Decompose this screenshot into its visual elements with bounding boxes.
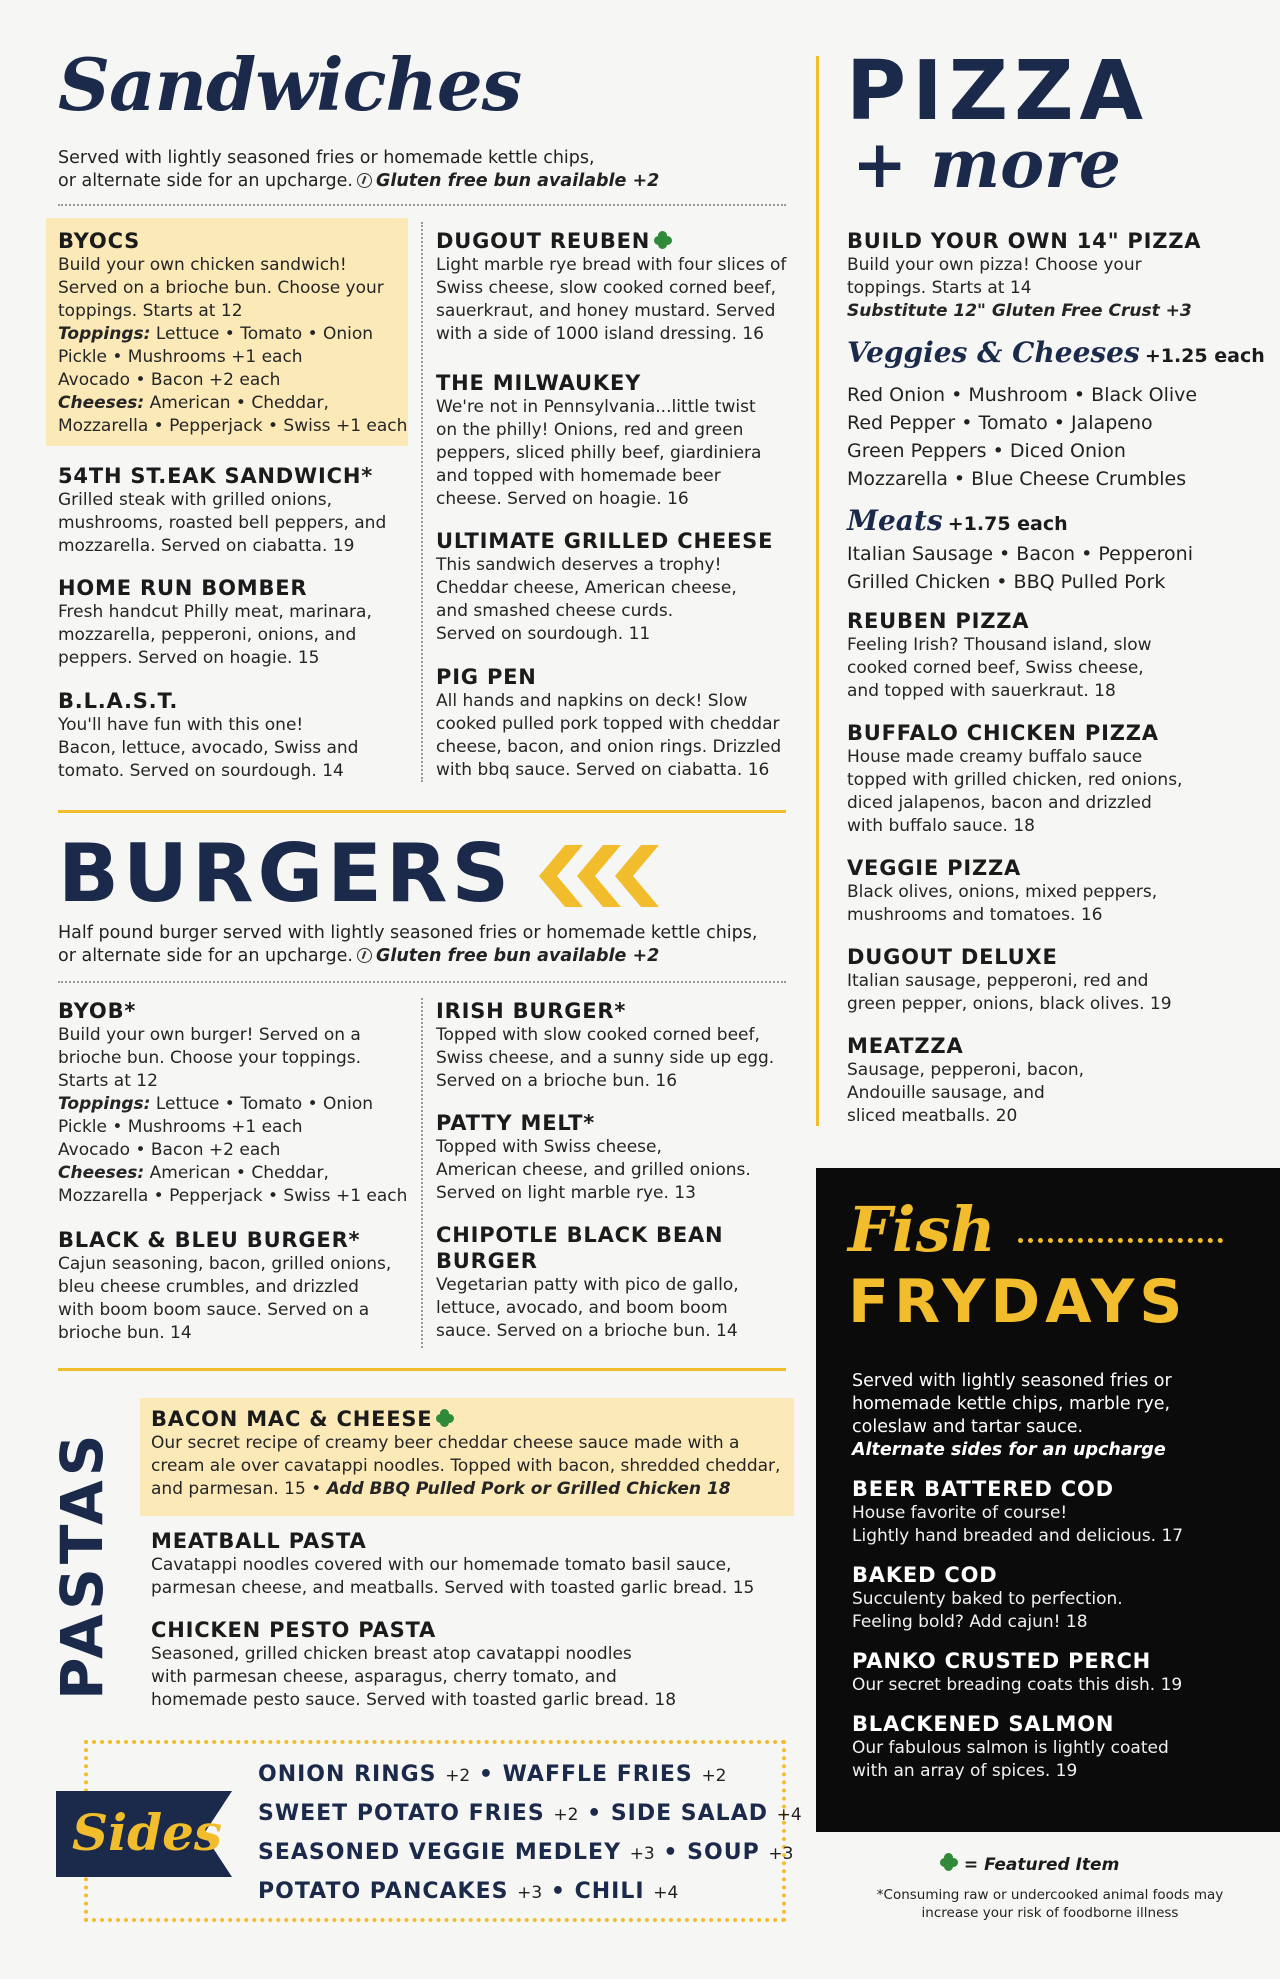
byo-pizza-gf-text: Substitute 12" Gluten Free Crust +3 xyxy=(847,301,1192,321)
chipotle-burger-line-3: sauce. Served on a brioche bun. 14 xyxy=(436,1321,738,1341)
black-bleu-line-3: with boom boom sauce. Served on a xyxy=(58,1300,370,1320)
fish-items xyxy=(852,1476,1262,1783)
byo-pizza-name: BUILD YOUR OWN 14" PIZZA xyxy=(847,229,1202,253)
salmon-name: BLACKENED SALMON xyxy=(852,1712,1115,1736)
meats-line-1: Italian Sausage • Bacon • Pepperoni xyxy=(847,543,1193,565)
fish-intro-line-2: homemade kettle chips, marble rye, xyxy=(852,1394,1171,1414)
chipotle-burger-name-2: BURGER xyxy=(436,1249,538,1273)
grilled-cheese-line-3: and smashed cheese curds. xyxy=(436,601,674,621)
side-side-salad-price: +4 xyxy=(776,1805,802,1825)
byob-line-1: Build your own burger! Served on a xyxy=(58,1025,361,1045)
side-waffle-fries-price: +2 xyxy=(701,1766,727,1786)
bacon-mac-item xyxy=(151,1406,791,1501)
byo-pizza-line-2: toppings. Starts at 14 xyxy=(847,278,1032,298)
byob-cheeses-1-text: American • Cheddar, xyxy=(149,1163,329,1183)
sandwiches-intro-line2-text: or alternate side for an upcharge. xyxy=(58,171,353,191)
meatball-pasta-name: MEATBALL PASTA xyxy=(151,1529,367,1553)
bacon-mac-addon: Add BBQ Pulled Pork or Grilled Chicken 18 xyxy=(326,1479,731,1499)
sides-row-4: POTATO PANCAKES +3 • CHILI +4 xyxy=(258,1879,679,1904)
featured-clover-icon xyxy=(436,1410,454,1428)
irish-burger-line-2: Swiss cheese, and a sunny side up egg. xyxy=(436,1048,775,1068)
reuben-pizza-name: REUBEN PIZZA xyxy=(847,609,1030,633)
burgers-intro-line1: Half pound burger served with lightly seasoned fries or homemade kettle chips, xyxy=(58,923,758,943)
buffalo-pizza-line-1: House made creamy buffalo sauce xyxy=(847,747,1143,767)
irish-burger-item xyxy=(436,998,796,1093)
side-veggie-medley-price: +3 xyxy=(629,1844,655,1864)
byob-toppings-1 xyxy=(58,1093,428,1116)
burgers-divider xyxy=(58,981,786,983)
dugout-reuben-item xyxy=(436,228,796,346)
byocs-toppings-2: Pickle • Mushrooms +1 each xyxy=(58,347,303,367)
featured-clover-icon xyxy=(654,232,672,250)
meats-line-2: Grilled Chicken • BBQ Pulled Pork xyxy=(847,571,1166,593)
fish-title-dots xyxy=(1018,1238,1223,1243)
sandwiches-column-divider xyxy=(421,222,423,782)
bacon-mac-line-1: Our secret recipe of creamy beer cheddar cheese sauce made with a xyxy=(151,1433,740,1453)
veggies-line-4: Mozzarella • Blue Cheese Crumbles xyxy=(847,468,1187,490)
veggie-pizza-item xyxy=(847,855,1267,927)
steak-sandwich-line-3: mozzarella. Served on ciabatta. 19 xyxy=(58,536,355,556)
side-potato-pancakes: POTATO PANCAKES xyxy=(258,1879,509,1904)
pig-pen-line-1: All hands and napkins on deck! Slow xyxy=(436,691,748,711)
side-potato-pancakes-price: +3 xyxy=(517,1883,543,1903)
blast-line-1: You'll have fun with this one! xyxy=(58,715,304,735)
milwaukey-line-2: on the philly! Onions, red and green xyxy=(436,420,744,440)
pastas-title: PASTAS xyxy=(48,1430,116,1700)
fish-title: Fish xyxy=(848,1193,996,1266)
side-onion-rings-price: +2 xyxy=(445,1766,471,1786)
byob-cheeses-2: Mozzarella • Pepperjack • Swiss +1 each xyxy=(58,1186,408,1206)
pizza-title: PIZZA xyxy=(846,44,1149,139)
veggies-line-2: Red Pepper • Tomato • Jalapeno xyxy=(847,412,1153,434)
patty-melt-item xyxy=(436,1110,796,1205)
home-run-bomber-name: HOME RUN BOMBER xyxy=(58,576,308,600)
veggies-price: +1.25 each xyxy=(1144,345,1265,367)
irish-burger-name: IRISH BURGER* xyxy=(436,999,627,1023)
bacon-mac-name: BACON MAC & CHEESE xyxy=(151,1407,433,1431)
sides-title: Sides xyxy=(72,1803,223,1862)
bacon-mac-heading xyxy=(151,1406,791,1432)
frydays-title: FRYDAYS xyxy=(848,1267,1188,1337)
pig-pen-line-2: cooked pulled pork topped with cheddar xyxy=(436,714,780,734)
side-sweet-potato-fries: SWEET POTATO FRIES xyxy=(258,1801,545,1826)
home-run-bomber-line-2: mozzarella, pepperoni, onions, and xyxy=(58,625,357,645)
gluten-free-icon xyxy=(357,948,372,963)
byocs-cheeses-1-text: American • Cheddar, xyxy=(149,393,329,413)
sides-row-1: ONION RINGS +2 • WAFFLE FRIES +2 xyxy=(258,1762,727,1787)
bacon-mac-line-3-text: and parmesan. 15 • xyxy=(151,1479,322,1499)
grilled-cheese-name: ULTIMATE GRILLED CHEESE xyxy=(436,529,774,553)
byocs-toppings-1-text: Lettuce • Tomato • Onion xyxy=(155,324,374,344)
side-chili-price: +4 xyxy=(653,1883,679,1903)
steak-sandwich-line-2: mushrooms, roasted bell peppers, and xyxy=(58,513,387,533)
byob-toppings-1-text: Lettuce • Tomato • Onion xyxy=(155,1094,374,1114)
steak-sandwich-line-1: Grilled steak with grilled onions, xyxy=(58,490,333,510)
byob-line-2: brioche bun. Choose your toppings. xyxy=(58,1048,362,1068)
home-run-bomber-line-1: Fresh handcut Philly meat, marinara, xyxy=(58,602,372,622)
bacon-mac-line-2: cream ale over cavatappi noodles. Topped with bacon, shredded cheddar, xyxy=(151,1456,781,1476)
veggies-line-1: Red Onion • Mushroom • Black Olive xyxy=(847,384,1198,406)
chevron-2 xyxy=(577,845,621,907)
sandwiches-divider xyxy=(58,204,786,206)
meatball-pasta-line-2: parmesan cheese, and meatballs. Served with toasted garlic bread. 15 xyxy=(151,1578,755,1598)
dugout-reuben-line-2: Swiss cheese, slow cooked corned beef, xyxy=(436,278,776,298)
black-bleu-line-1: Cajun seasoning, bacon, grilled onions, xyxy=(58,1254,392,1274)
chicken-pesto-line-2: with parmesan cheese, asparagus, cherry tomato, and xyxy=(151,1667,617,1687)
chicken-pesto-item xyxy=(151,1617,791,1712)
chicken-pesto-line-3: homemade pesto sauce. Served with toasted garlic bread. 18 xyxy=(151,1690,677,1710)
fish-intro xyxy=(852,1370,1252,1462)
gluten-free-icon xyxy=(357,173,372,188)
meats-title: Meats xyxy=(847,504,943,537)
byocs-line-1: Build your own chicken sandwich! xyxy=(58,255,347,275)
byob-toppings-3: Avocado • Bacon +2 each xyxy=(58,1140,281,1160)
pig-pen-line-4: with bbq sauce. Served on ciabatta. 16 xyxy=(436,760,770,780)
baked-cod-item xyxy=(852,1562,1262,1634)
byocs-cheeses-1 xyxy=(58,392,408,415)
burgers-column-divider xyxy=(421,998,423,1348)
chevron-1 xyxy=(539,845,583,907)
chipotle-burger-name-1: CHIPOTLE BLACK BEAN xyxy=(436,1223,724,1247)
chipotle-burger-line-2: lettuce, avocado, and boom boom xyxy=(436,1298,728,1318)
byocs-cheeses-label: Cheeses: xyxy=(58,393,145,413)
side-chili: CHILI xyxy=(574,1879,645,1904)
salmon-line-2: with an array of spices. 19 xyxy=(852,1761,1078,1781)
dugout-deluxe-line-2: green pepper, onions, black olives. 19 xyxy=(847,994,1172,1014)
black-bleu-line-4: brioche bun. 14 xyxy=(58,1323,192,1343)
byob-cheeses-1 xyxy=(58,1162,428,1185)
byocs-toppings-3: Avocado • Bacon +2 each xyxy=(58,370,281,390)
sides-row-2: SWEET POTATO FRIES +2 • SIDE SALAD +4 xyxy=(258,1801,802,1826)
byo-pizza-line-1: Build your own pizza! Choose your xyxy=(847,255,1142,275)
reuben-pizza-item xyxy=(847,608,1267,703)
steak-sandwich-item xyxy=(58,463,418,558)
chevron-3 xyxy=(615,845,659,907)
sandwiches-intro xyxy=(58,147,758,193)
byob-name: BYOB* xyxy=(58,999,137,1023)
irish-burger-line-1: Topped with slow cooked corned beef, xyxy=(436,1025,760,1045)
sides-list xyxy=(258,1756,802,1912)
veggies-line-3: Green Peppers • Diced Onion xyxy=(847,440,1126,462)
byo-pizza-gf xyxy=(847,300,1267,323)
side-soup: SOUP xyxy=(687,1840,760,1865)
side-waffle-fries: WAFFLE FRIES xyxy=(502,1762,693,1787)
reuben-pizza-line-1: Feeling Irish? Thousand island, slow xyxy=(847,635,1152,655)
milwaukey-line-3: peppers, sliced philly beef, giardiniera xyxy=(436,443,762,463)
pizza-gold-vertical-rule xyxy=(816,56,819,1126)
fish-intro-line-3: coleslaw and tartar sauce. xyxy=(852,1417,1084,1437)
buffalo-pizza-line-4: with buffalo sauce. 18 xyxy=(847,816,1035,836)
meats-price: +1.75 each xyxy=(947,513,1068,535)
pizza-more-title: + more xyxy=(852,125,1121,203)
byocs-line-2: Served on a brioche bun. Choose your xyxy=(58,278,384,298)
pig-pen-line-3: cheese, bacon, and onion rings. Drizzled xyxy=(436,737,782,757)
sandwiches-intro-line1: Served with lightly seasoned fries or homemade kettle chips, xyxy=(58,148,595,168)
milwaukey-line-5: cheese. Served on hoagie. 16 xyxy=(436,489,689,509)
chipotle-burger-item xyxy=(436,1222,796,1343)
grilled-cheese-item xyxy=(436,528,796,646)
sandwiches-gluten-note: Gluten free bun available +2 xyxy=(375,171,660,191)
blast-item xyxy=(58,688,418,783)
meatzza-line-2: Andouille sausage, and xyxy=(847,1083,1045,1103)
sandwiches-title: Sandwiches xyxy=(58,42,522,127)
beer-cod-line-1: House favorite of course! xyxy=(852,1503,1068,1523)
side-onion-rings: ONION RINGS xyxy=(258,1762,437,1787)
home-run-bomber-line-3: peppers. Served on hoagie. 15 xyxy=(58,648,320,668)
beer-cod-line-2: Lightly hand breaded and delicious. 17 xyxy=(852,1526,1184,1546)
patty-melt-name: PATTY MELT* xyxy=(436,1111,595,1135)
disclaimer-line-2: increase your risk of foodborne illness xyxy=(921,1905,1179,1921)
blast-line-3: tomato. Served on sourdough. 14 xyxy=(58,761,344,781)
byocs-item xyxy=(58,228,408,438)
reuben-pizza-line-3: and topped with sauerkraut. 18 xyxy=(847,681,1116,701)
perch-name: PANKO CRUSTED PERCH xyxy=(852,1649,1152,1673)
dugout-deluxe-name: DUGOUT DELUXE xyxy=(847,945,1058,969)
meatball-pasta-line-1: Cavatappi noodles covered with our homemade tomato basil sauce, xyxy=(151,1555,732,1575)
grilled-cheese-line-1: This sandwich deserves a trophy! xyxy=(436,555,722,575)
byocs-cheeses-2: Mozzarella • Pepperjack • Swiss +1 each xyxy=(58,416,408,436)
baked-cod-line-2: Feeling bold? Add cajun! 18 xyxy=(852,1612,1088,1632)
black-bleu-name: BLACK & BLEU BURGER* xyxy=(58,1228,361,1252)
irish-burger-line-3: Served on a brioche bun. 16 xyxy=(436,1071,678,1091)
veggies-list xyxy=(847,381,1267,493)
perch-line-1: Our secret breading coats this dish. 19 xyxy=(852,1675,1183,1695)
veggie-pizza-line-2: mushrooms and tomatoes. 16 xyxy=(847,905,1103,925)
burgers-pastas-gold-divider xyxy=(58,1368,786,1371)
milwaukey-item xyxy=(436,370,796,511)
disclaimer-line-1: *Consuming raw or undercooked animal foods may xyxy=(876,1887,1224,1903)
meatzza-item xyxy=(847,1033,1267,1128)
byob-toppings-label: Toppings: xyxy=(58,1094,151,1114)
byob-toppings-2: Pickle • Mushrooms +1 each xyxy=(58,1117,303,1137)
black-bleu-item xyxy=(58,1227,428,1345)
meatball-pasta-item xyxy=(151,1528,791,1600)
veggie-pizza-name: VEGGIE PIZZA xyxy=(847,856,1022,880)
baked-cod-name: BAKED COD xyxy=(852,1563,998,1587)
byob-cheeses-label: Cheeses: xyxy=(58,1163,145,1183)
fish-intro-line-1: Served with lightly seasoned fries or xyxy=(852,1371,1172,1391)
sandwiches-burgers-gold-divider xyxy=(58,810,786,813)
buffalo-pizza-line-2: topped with grilled chicken, red onions, xyxy=(847,770,1183,790)
chicken-pesto-name: CHICKEN PESTO PASTA xyxy=(151,1618,437,1642)
dugout-reuben-name: DUGOUT REUBEN xyxy=(436,229,651,253)
meatzza-line-3: sliced meatballs. 20 xyxy=(847,1106,1018,1126)
buffalo-pizza-item xyxy=(847,720,1267,838)
buffalo-pizza-line-3: diced jalapenos, bacon and drizzled xyxy=(847,793,1152,813)
dugout-reuben-line-4: with a side of 1000 island dressing. 16 xyxy=(436,324,764,344)
byocs-name: BYOCS xyxy=(58,229,141,253)
sides-row-3: SEASONED VEGGIE MEDLEY +3 • SOUP +3 xyxy=(258,1840,794,1865)
reuben-pizza-line-2: cooked corned beef, Swiss cheese, xyxy=(847,658,1144,678)
byocs-toppings-label: Toppings: xyxy=(58,324,151,344)
grilled-cheese-line-4: Served on sourdough. 11 xyxy=(436,624,651,644)
burgers-gluten-note: Gluten free bun available +2 xyxy=(375,946,660,966)
byocs-toppings-1 xyxy=(58,323,408,346)
featured-legend xyxy=(936,1854,1196,1875)
beer-cod-item xyxy=(852,1476,1262,1548)
chipotle-burger-line-1: Vegetarian patty with pico de gallo, xyxy=(436,1275,739,1295)
chicken-pesto-line-1: Seasoned, grilled chicken breast atop cavatappi noodles xyxy=(151,1644,632,1664)
byocs-line-3: toppings. Starts at 12 xyxy=(58,301,243,321)
disclaimer xyxy=(830,1886,1270,1922)
burgers-intro-line2-text: or alternate side for an upcharge. xyxy=(58,946,353,966)
meats-list xyxy=(847,540,1267,596)
steak-sandwich-name: 54TH ST.EAK SANDWICH* xyxy=(58,464,373,488)
dugout-deluxe-line-1: Italian sausage, pepperoni, red and xyxy=(847,971,1149,991)
chevrons-icon xyxy=(535,845,663,907)
meatzza-line-1: Sausage, pepperoni, bacon, xyxy=(847,1060,1085,1080)
bacon-mac-line-3 xyxy=(151,1478,791,1501)
veggies-heading xyxy=(847,336,1267,369)
grilled-cheese-line-2: Cheddar cheese, American cheese, xyxy=(436,578,737,598)
side-soup-price: +3 xyxy=(768,1844,794,1864)
buffalo-pizza-name: BUFFALO CHICKEN PIZZA xyxy=(847,721,1159,745)
salmon-line-1: Our fabulous salmon is lightly coated xyxy=(852,1738,1169,1758)
dugout-reuben-line-1: Light marble rye bread with four slices of xyxy=(436,255,787,275)
milwaukey-line-4: and topped with homemade beer xyxy=(436,466,721,486)
featured-clover-icon xyxy=(940,1854,958,1872)
milwaukey-name: THE MILWAUKEY xyxy=(436,371,642,395)
burgers-title: BURGERS xyxy=(58,827,514,920)
veggies-title: Veggies & Cheeses xyxy=(847,336,1140,369)
black-bleu-line-2: bleu cheese crumbles, and drizzled xyxy=(58,1277,359,1297)
home-run-bomber-item xyxy=(58,575,418,670)
milwaukey-line-1: We're not in Pennsylvania...little twist xyxy=(436,397,756,417)
dugout-deluxe-item xyxy=(847,944,1267,1016)
dugout-reuben-heading xyxy=(436,228,796,254)
patty-melt-line-1: Topped with Swiss cheese, xyxy=(436,1137,662,1157)
side-sweet-potato-fries-price: +2 xyxy=(553,1805,579,1825)
beer-cod-name: BEER BATTERED COD xyxy=(852,1477,1114,1501)
byob-item xyxy=(58,998,428,1208)
meatzza-name: MEATZZA xyxy=(847,1034,964,1058)
side-side-salad: SIDE SALAD xyxy=(610,1801,768,1826)
sandwiches-intro-line2 xyxy=(58,170,758,193)
pig-pen-item xyxy=(436,664,796,782)
blast-name: B.L.A.S.T. xyxy=(58,689,179,713)
side-veggie-medley: SEASONED VEGGIE MEDLEY xyxy=(258,1840,622,1865)
dugout-reuben-line-3: sauerkraut, and honey mustard. Served xyxy=(436,301,776,321)
pig-pen-name: PIG PEN xyxy=(436,665,537,689)
baked-cod-line-1: Succulenty baked to perfection. xyxy=(852,1589,1123,1609)
byo-pizza-item xyxy=(847,228,1267,323)
meats-heading xyxy=(847,504,1267,537)
veggie-pizza-line-1: Black olives, onions, mixed peppers, xyxy=(847,882,1158,902)
patty-melt-line-3: Served on light marble rye. 13 xyxy=(436,1183,696,1203)
byob-line-3: Starts at 12 xyxy=(58,1071,158,1091)
featured-legend-text: = Featured Item xyxy=(963,1855,1120,1875)
burgers-intro xyxy=(58,922,798,968)
blast-line-2: Bacon, lettuce, avocado, Swiss and xyxy=(58,738,359,758)
patty-melt-line-2: American cheese, and grilled onions. xyxy=(436,1160,751,1180)
perch-item xyxy=(852,1648,1262,1697)
burgers-intro-line2 xyxy=(58,945,798,968)
salmon-item xyxy=(852,1711,1262,1783)
fish-intro-alt: Alternate sides for an upcharge xyxy=(852,1440,1166,1460)
